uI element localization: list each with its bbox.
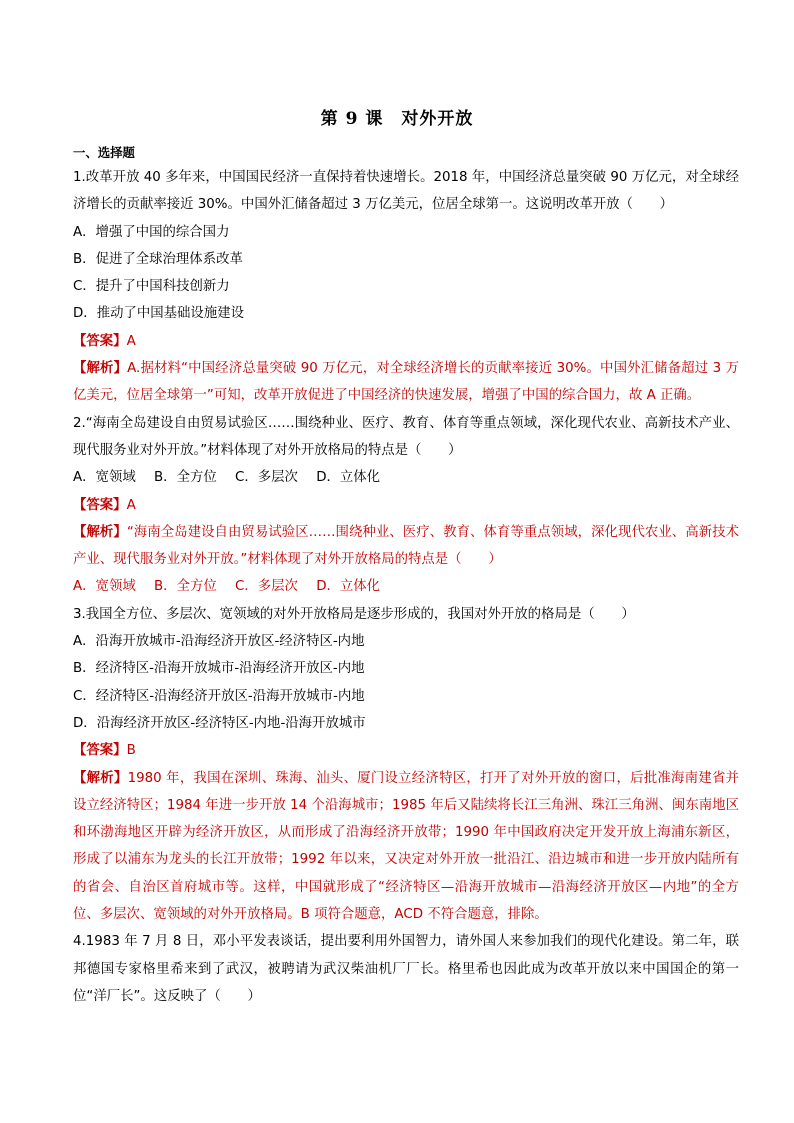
question-3-analysis: [73, 765, 739, 929]
question-2-option-b: B．全方位: [154, 470, 217, 486]
question-1-option-a: A．增强了中国的综合国力: [73, 224, 230, 240]
question-2-options: [73, 464, 739, 491]
answer-label: 【答案】: [73, 497, 127, 513]
section-heading: 一、选择题: [73, 145, 135, 160]
question-1-stem: 1.改革开放 40 多年来，中国国民经济一直保持着快速增长。2018 年，中国经济总量突破 90 万亿元，对全球经济增长的贡献率接近 30%。中国外汇储备超过 3 万亿美元，位居全球第一。这说明改革开放（ ）: [73, 170, 739, 213]
analysis-option-a: A．宽领域: [73, 579, 136, 595]
question-3-answer: [73, 737, 739, 764]
analysis-label: 【解析】: [73, 770, 128, 786]
question-4-stem: 4.1983 年 7 月 8 日，邓小平发表谈话，提出要利用外国智力，请外国人来参加我们的现代化建设。第二年，联邦德国专家格里希来到了武汉，被聘请为武汉柴油机厂厂长。格里希也因此成为改革开放以来中国国企的第一位“洋厂长”。这反映了（ ）: [73, 934, 739, 1004]
answer-label: 【答案】: [73, 333, 127, 349]
question-1-option-d: D．推动了中国基础设施建设: [73, 306, 244, 322]
analysis-text: 1980 年，我国在深圳、珠海、汕头、厦门设立经济特区，打开了对外开放的窗口，后批准海南建省并设立经济特区；1984 年进一步开放 14 个沿海城市；1985 年后又陆续将长江三角洲、珠江三角洲、闽东南地区和环渤海地区开辟为经济开放区，从而形成了沿海经济开放带；1990 年中国政府决定开发开放上海浦东新区，形成了以浦东为龙头的长江开放带；1992 年以来，又决定对外开放一批沿江、沿边城市和进一步开放内陆所有的省会、自治区首府城市等。这样，中国就形成了“经济特区—沿海开放城市—沿海经济开放区—内地”的全方位、多层次、宽领域的对外开放格局。B 项符合题意，ACD 不符合题意，排除。: [73, 770, 740, 923]
question-3-option-a: A．沿海开放城市-沿海经济开放区-经济特区-内地: [73, 634, 365, 650]
question-3-option-c: C．经济特区-沿海经济开放区-沿海开放城市-内地: [73, 688, 365, 704]
answer-label: 【答案】: [73, 743, 127, 759]
question-1-analysis: [73, 355, 739, 410]
analysis-option-d: D．立体化: [316, 579, 381, 595]
question-2-stem: 2.“海南全岛建设自由贸易试验区……围绕种业、医疗、教育、体育等重点领域，深化现代农业、高新技术产业、现代服务业对外开放。”材料体现了对外开放格局的特点是（ ）: [73, 415, 739, 458]
analysis-label: 【解析】: [73, 361, 128, 377]
question-2-option-c: C．多层次: [235, 470, 298, 486]
question-2-option-d: D．立体化: [316, 470, 381, 486]
analysis-text: A.据材料“中国经济总量突破 90 万亿元，对全球经济增长的贡献率接近 30%。中国外汇储备超过 3 万亿美元，位居全球第一”可知，改革开放促进了中国经济的快速发展，增强了中国的综合国力，故 A 正确。: [73, 361, 739, 404]
question-2-answer: [73, 492, 739, 519]
question-2-analysis-options: [73, 573, 739, 600]
answer-value: B: [126, 743, 136, 759]
analysis-label: 【解析】: [73, 524, 127, 540]
page-title: 第 9 课 对外开放: [320, 109, 474, 129]
document-content: [73, 142, 739, 1010]
answer-value: A: [126, 333, 136, 349]
question-2-option-a: A．宽领域: [73, 470, 136, 486]
answer-value: A: [126, 497, 136, 513]
question-1-answer: [73, 328, 739, 355]
analysis-option-b: B．全方位: [154, 579, 217, 595]
analysis-text: “海南全岛建设自由贸易试验区……围绕种业、医疗、教育、体育等重点领域，深化现代农业、高新技术产业、现代服务业对外开放。”材料体现了对外开放格局的特点是（ ）: [73, 524, 740, 568]
question-1-option-c: C．提升了中国科技创新力: [73, 279, 230, 295]
analysis-option-c: C．多层次: [235, 579, 298, 595]
question-2-analysis: [73, 519, 739, 574]
question-3-option-d: D．沿海经济开放区-经济特区-内地-沿海开放城市: [73, 715, 366, 731]
question-3-stem: 3.我国全方位、多层次、宽领域的对外开放格局是逐步形成的，我国对外开放的格局是（ ）: [73, 606, 635, 622]
question-3-option-b: B．经济特区-沿海开放城市-沿海经济开放区-内地: [73, 661, 365, 677]
question-1-option-b: B．促进了全球治理体系改革: [73, 251, 243, 267]
